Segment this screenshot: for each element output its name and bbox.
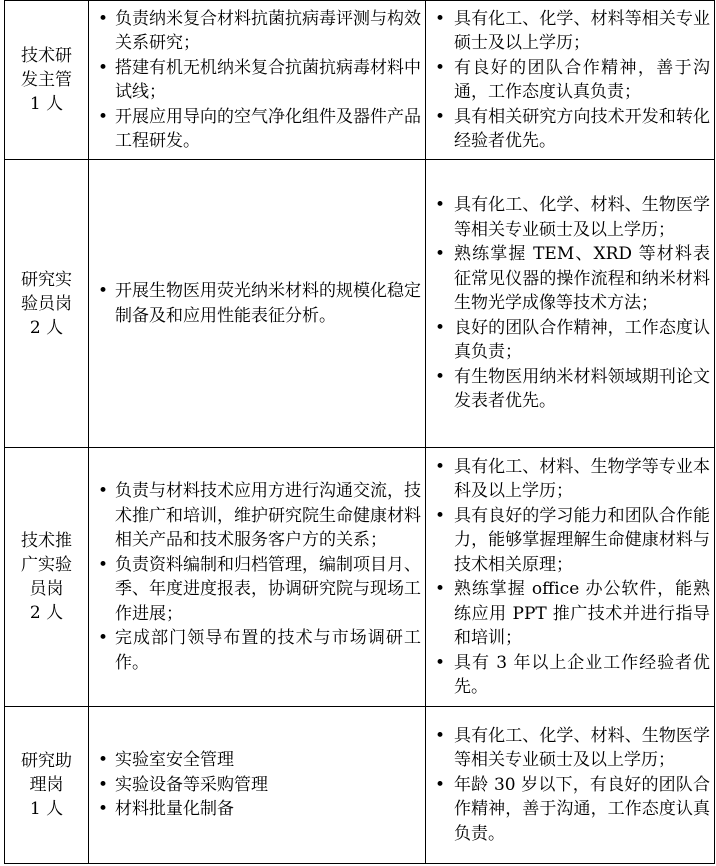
requirement-item: • 年龄 30 岁以下，有良好的团队合作精神，善于沟通，工作态度认真负责。 <box>426 773 714 847</box>
requirements-cell <box>426 707 715 864</box>
requirement-item: • 具有良好的学习能力和团队合作能力，能够掌握理解生命健康材料与技术相关原理； <box>426 504 714 578</box>
table-row <box>5 1 715 160</box>
requirement-item: • 具有相关研究方向技术开发和转化经验者优先。 <box>426 105 714 154</box>
headcount: 1 人 <box>29 799 64 819</box>
position-title-line: 广实验 <box>21 555 72 575</box>
position-cell <box>5 1 89 160</box>
position-title-line: 技术推 <box>21 531 72 551</box>
duty-item: • 开展应用导向的空气净化组件及器件产品工程研发。 <box>89 105 425 154</box>
requirements-cell <box>426 1 715 160</box>
position-title-line: 员岗 <box>29 579 64 599</box>
duties-cell <box>89 1 426 160</box>
duty-item: • 负责资料编制和归档管理，编制项目月、季、年度进度报表，协调研究院与现场工作进展； <box>89 553 425 627</box>
position-title-line: 理岗 <box>29 775 64 795</box>
position-cell <box>5 160 89 448</box>
requirement-item: • 具有化工、材料、生物学等专业本科及以上学历； <box>426 455 714 504</box>
requirement-item: • 具有化工、化学、材料、生物医学等相关专业硕士及以上学历； <box>426 724 714 773</box>
requirement-item: • 具有 3 年以上企业工作经验者优先。 <box>426 651 714 700</box>
table-row <box>5 448 715 707</box>
requirement-item: • 熟练掌握 office 办公软件，能熟练应用 PPT 推广技术并进行指导和培训； <box>426 577 714 651</box>
table-row <box>5 160 715 448</box>
duty-item: • 实验室安全管理 <box>89 748 425 773</box>
duty-item: • 搭建有机无机纳米复合抗菌抗病毒材料中试线； <box>89 56 425 105</box>
position-title-line: 研究助 <box>21 751 72 771</box>
requirements-cell <box>426 160 715 448</box>
job-positions-table <box>4 0 715 864</box>
position-cell <box>5 707 89 864</box>
duty-item: • 完成部门领导布置的技术与市场调研工作。 <box>89 626 425 675</box>
duty-item: • 负责纳米复合材料抗菌抗病毒评测与构效关系研究； <box>89 7 425 56</box>
duty-item: • 负责与材料技术应用方进行沟通交流，技术推广和培训，维护研究院生命健康材料相关产品和技术服务客户方的关系； <box>89 479 425 553</box>
table-row <box>5 707 715 864</box>
duty-item: • 开展生物医用荧光纳米材料的规模化稳定制备及和应用性能表征分析。 <box>89 279 425 328</box>
duties-cell <box>89 160 426 448</box>
requirement-item: • 具有化工、化学、材料等相关专业硕士及以上学历； <box>426 7 714 56</box>
requirement-item: • 有良好的团队合作精神，善于沟通，工作态度认真负责； <box>426 56 714 105</box>
headcount: 2 人 <box>29 317 64 338</box>
duties-cell <box>89 448 426 707</box>
requirements-cell <box>426 448 715 707</box>
position-cell <box>5 448 89 707</box>
position-title-line: 验员岗 <box>21 293 72 314</box>
duties-cell <box>89 707 426 864</box>
requirement-item: • 良好的团队合作精神，工作态度认真负责； <box>426 316 714 365</box>
duty-item: • 实验设备等采购管理 <box>89 773 425 798</box>
requirement-item: • 熟练掌握 TEM、XRD 等材料表征常见仪器的操作流程和纳米材料生物光学成像等技术方法； <box>426 242 714 316</box>
requirement-item: • 具有化工、化学、材料、生物医学等相关专业硕士及以上学历； <box>426 193 714 242</box>
position-title-line: 研究实 <box>21 269 72 290</box>
headcount: 1 人 <box>29 94 64 114</box>
position-title-line: 技术研 <box>21 46 72 66</box>
position-title-line: 发主管 <box>21 70 72 90</box>
headcount: 2 人 <box>29 603 64 623</box>
requirement-item: • 有生物医用纳米材料领域期刊论文发表者优先。 <box>426 365 714 414</box>
duty-item: • 材料批量化制备 <box>89 797 425 822</box>
